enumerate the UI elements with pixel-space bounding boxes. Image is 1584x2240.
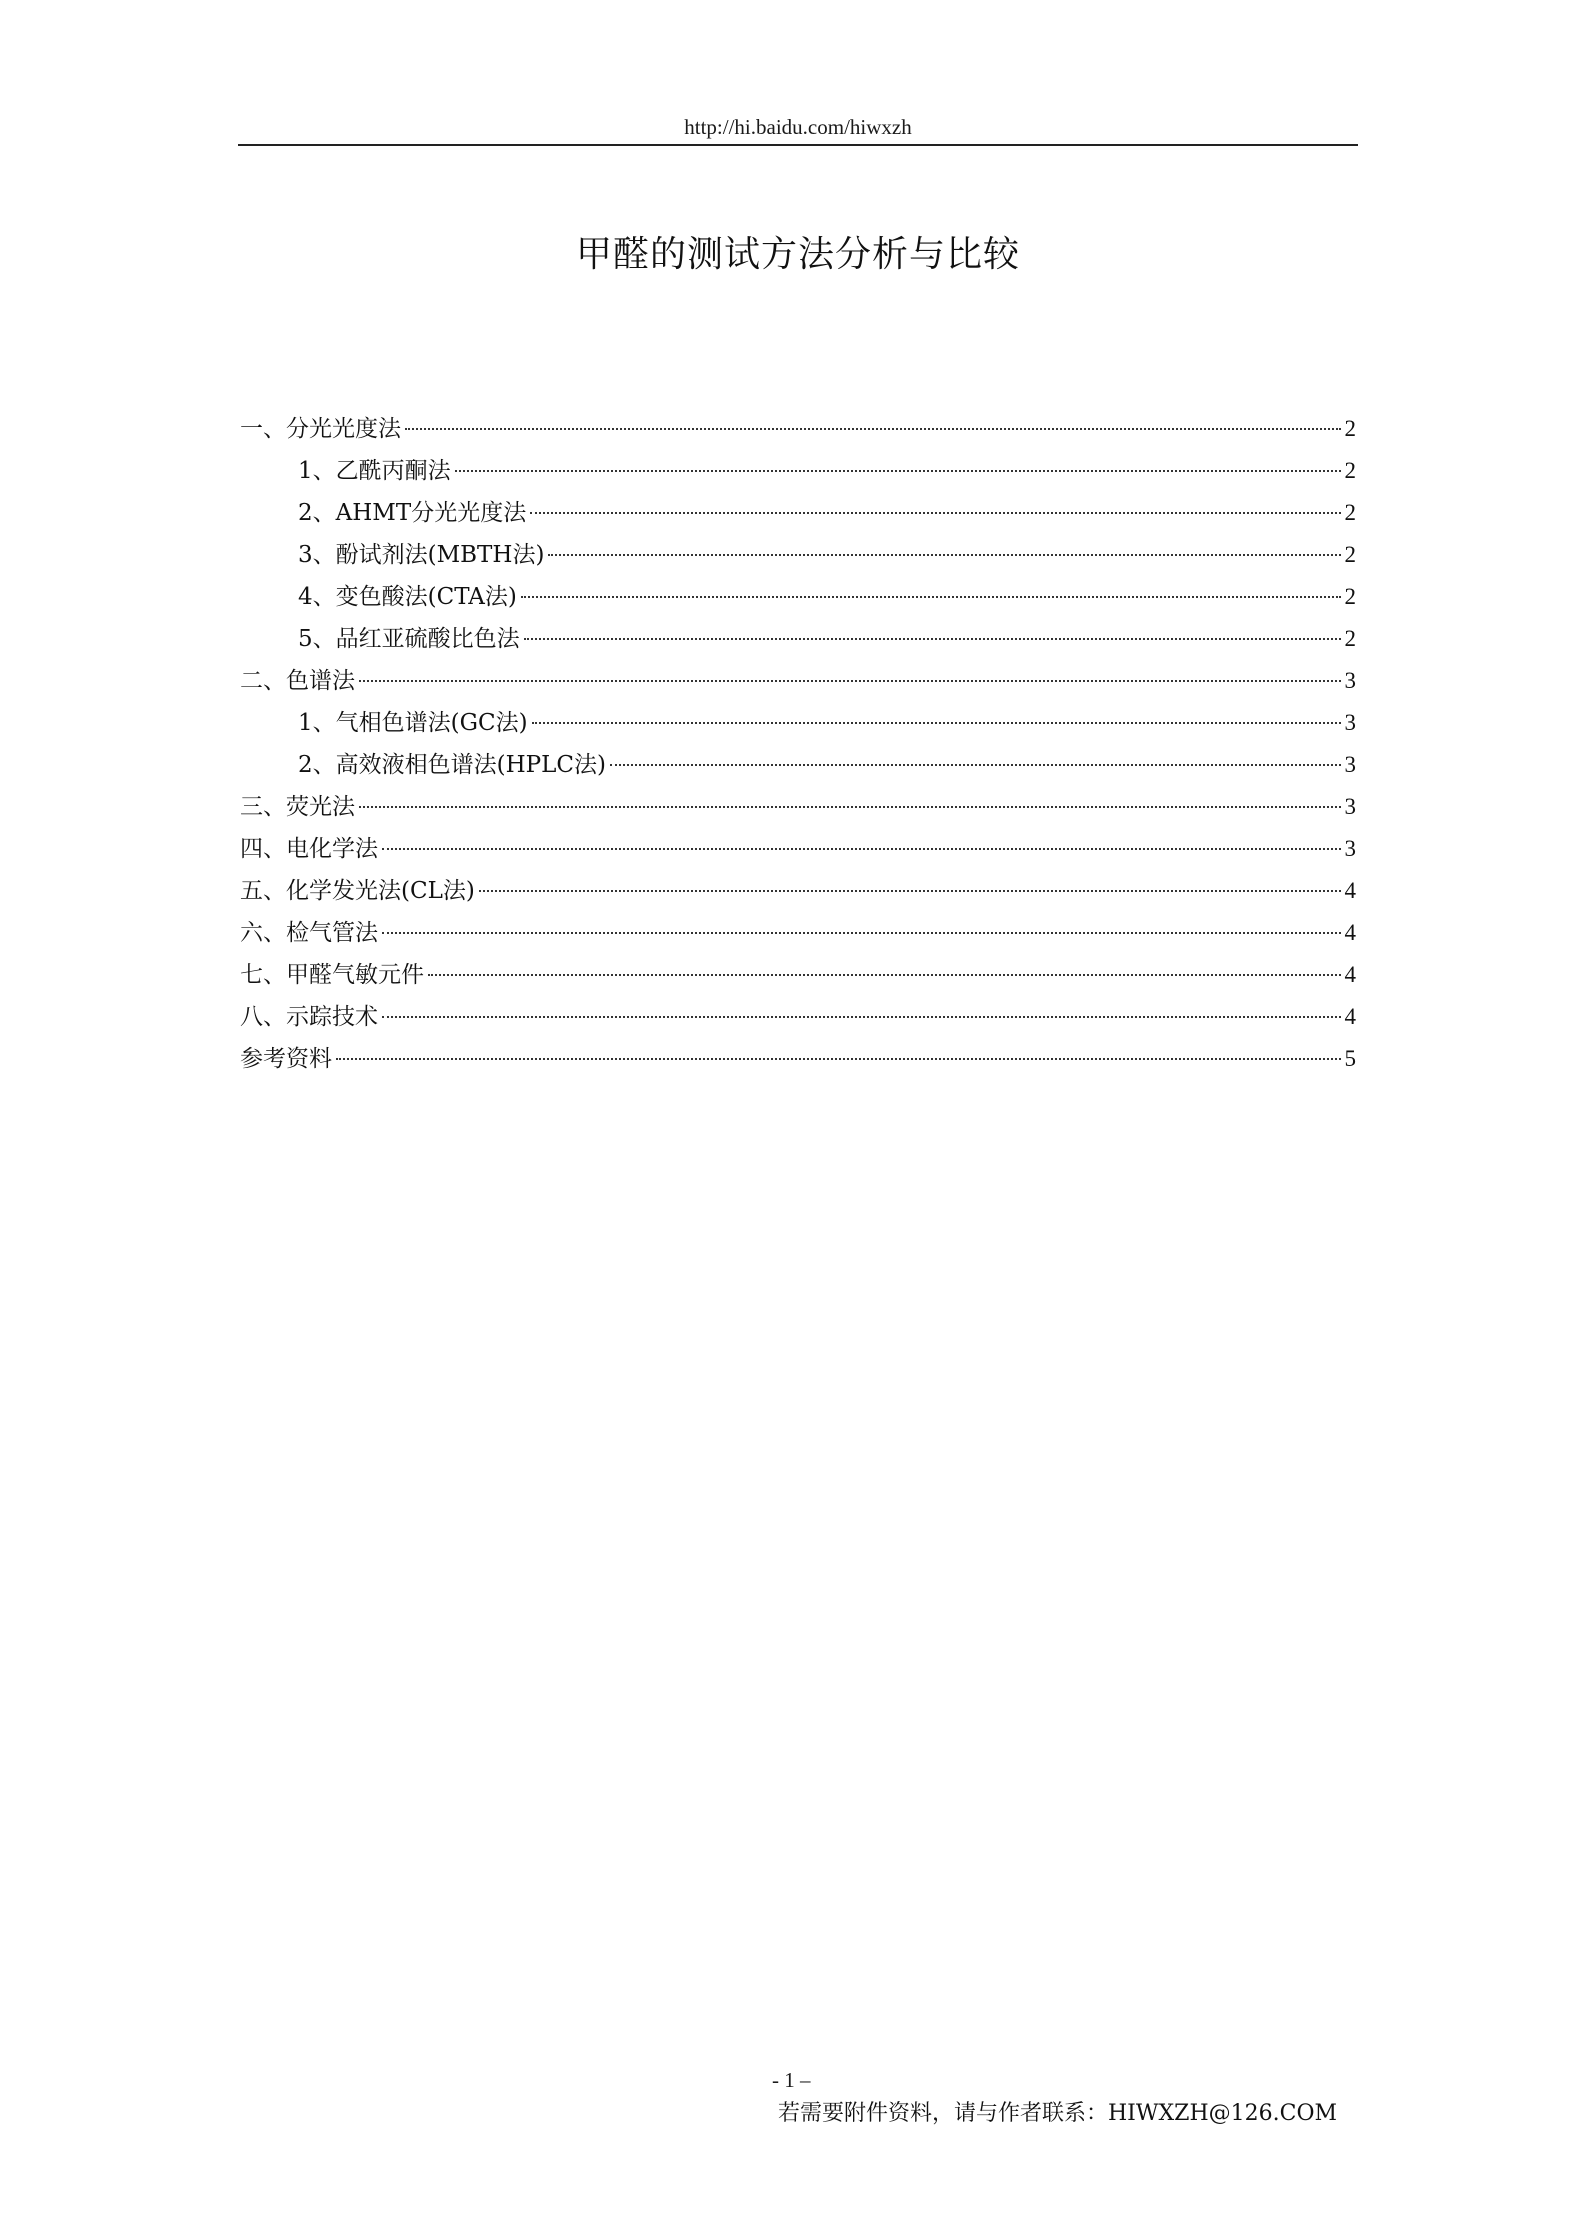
document-title: 甲醛的测试方法分析与比较 [575,234,1020,275]
toc-entry-label: 三、荧光法 [240,794,355,820]
toc-entry-label: 四、电化学法 [240,836,378,862]
toc-entry-label: 八、示踪技术 [240,1004,378,1030]
toc-leader [336,1058,1341,1060]
toc-entry[interactable] [240,912,1356,954]
toc-leader [359,806,1341,808]
page-number: - 1 – [772,2068,811,2092]
toc-leader [548,554,1340,556]
toc-entry-page: 2 [1344,584,1356,609]
toc-entry[interactable] [240,408,1356,450]
toc-entry[interactable] [240,660,1356,702]
toc-entry-label: 2、高效液相色谱法(HPLC法) [298,752,606,778]
toc-entry-label: 一、分光光度法 [240,416,401,442]
toc-leader [532,722,1341,724]
toc-entry-label: 1、气相色谱法(GC法) [298,710,528,736]
toc-leader [530,512,1340,514]
toc-entry-page: 3 [1344,752,1356,777]
toc-entry[interactable] [240,576,1356,618]
footer-contact-note: 若需要附件资料，请与作者联系：HIWXZH@126.COM [778,2101,1338,2126]
toc-entry-page: 3 [1344,794,1356,819]
toc-entry[interactable] [240,450,1356,492]
toc-leader [521,596,1341,598]
toc-leader [405,428,1341,430]
toc-entry[interactable] [240,702,1356,744]
toc-entry[interactable] [240,870,1356,912]
toc-entry-label: 六、检气管法 [240,920,378,946]
toc-leader [428,974,1341,976]
toc-entry-page: 3 [1344,710,1356,735]
toc-leader [455,470,1341,472]
toc-entry-page: 2 [1344,500,1356,525]
toc-leader [524,638,1341,640]
toc-entry-page: 2 [1344,416,1356,441]
toc-entry-label: 3、酚试剂法(MBTH法) [298,542,545,568]
toc-leader [382,932,1341,934]
toc-entry-page: 4 [1344,1004,1356,1029]
toc-entry-label: 七、甲醛气敏元件 [240,962,424,988]
toc-entry-page: 4 [1344,878,1356,903]
toc-entry-label: 5、品红亚硫酸比色法 [298,626,520,652]
toc-entry[interactable] [240,828,1356,870]
toc-leader [359,680,1341,682]
toc-entry[interactable] [240,1038,1356,1080]
toc-entry-page: 3 [1344,668,1356,693]
toc-entry-page: 2 [1344,542,1356,567]
toc-entry-page: 4 [1344,962,1356,987]
toc-entry-label: 1、乙酰丙酮法 [298,458,451,484]
toc-entry[interactable] [240,744,1356,786]
toc-leader [382,848,1341,850]
toc-entry[interactable] [240,618,1356,660]
header-url: http://hi.baidu.com/hiwxzh [684,115,912,139]
toc-entry[interactable] [240,492,1356,534]
toc-entry-label: 参考资料 [240,1046,332,1072]
toc-entry-label: 五、化学发光法(CL法) [240,878,475,904]
toc-entry-page: 2 [1344,626,1356,651]
toc-leader [382,1016,1341,1018]
toc-entry-page: 5 [1344,1046,1356,1071]
table-of-contents [240,408,1356,1080]
toc-entry-label: 二、色谱法 [240,668,355,694]
toc-entry-page: 2 [1344,458,1356,483]
header-rule [238,144,1358,146]
toc-leader [479,890,1341,892]
toc-entry[interactable] [240,534,1356,576]
toc-leader [610,764,1341,766]
toc-entry-label: 2、AHMT分光光度法 [298,500,527,526]
toc-entry[interactable] [240,786,1356,828]
toc-entry[interactable] [240,996,1356,1038]
toc-entry[interactable] [240,954,1356,996]
toc-entry-label: 4、变色酸法(CTA法) [298,584,517,610]
toc-entry-page: 4 [1344,920,1356,945]
toc-entry-page: 3 [1344,836,1356,861]
